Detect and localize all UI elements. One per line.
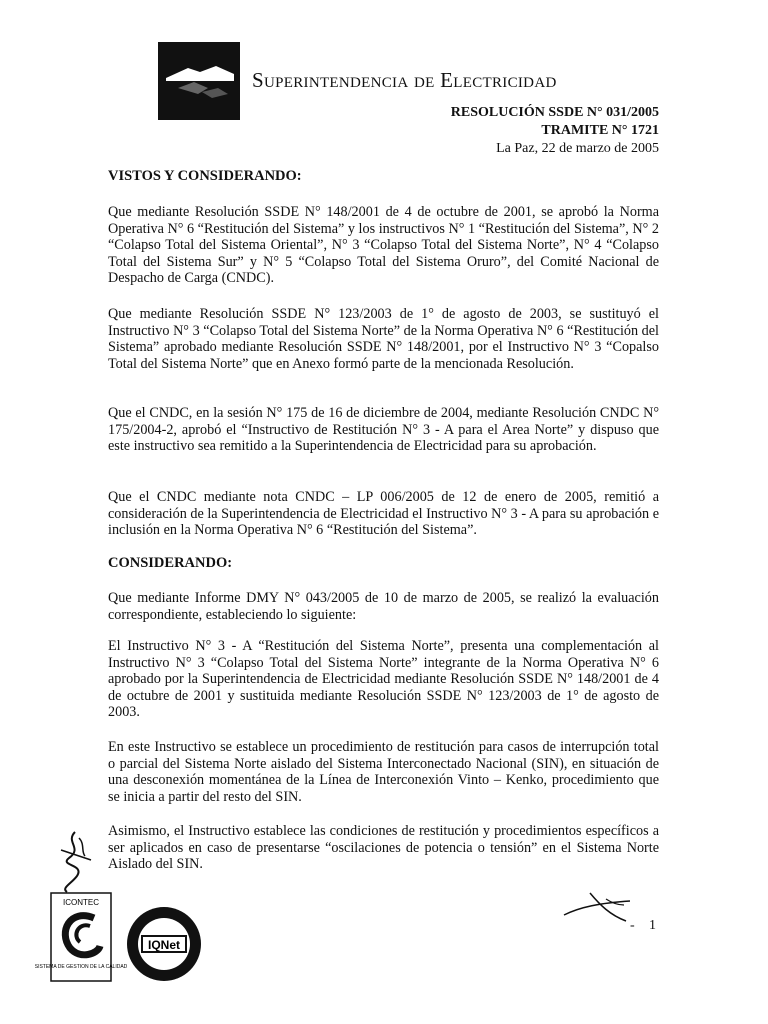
- iqnet-seal: [124, 904, 204, 984]
- considerando-heading: CONSIDERANDO:: [108, 555, 233, 571]
- vistos-heading: VISTOS Y CONSIDERANDO:: [108, 168, 302, 184]
- paragraph-6: El Instructivo N° 3 - A “Restitución del Sistema Norte”, presenta una complementación al Instructivo N° 3 “Colapso Total del Sistema Norte” integrante de la Norma Operativa N° 6 aprobado por la Superintendencia de Electricidad mediante Resolución SSDE N° 148/2001 de 4 de octubre de 2001 y sustituida mediante Resolución SSDE N° 123/2003 de 1° de agosto de 2003.: [108, 638, 659, 721]
- paragraph-1: Que mediante Resolución SSDE N° 148/2001 de 4 de octubre de 2001, se aprobó la Norma Operativa N° 6 “Restitución del Sistema” y los instructivos N° 1 “Restitución del Sistema”, N° 2 “Colapso Total del Sistema Oriental”, N° 3 “Colapso Total del Sistema Norte”, N° 4 “Colapso Total del Sistema Sur” y N° 5 “Colapso Total del Sistema Oruro”, del Comité Nacional de Despacho de Carga (CNDC).: [108, 204, 659, 287]
- page-dash: -: [630, 918, 635, 933]
- signature-left: [55, 830, 97, 894]
- paragraph-8: Asimismo, el Instructivo establece las condiciones de restitución y procedimientos específicos a ser aplicados en caso de presentarse “oscilaciones de potencia o tensión” en el Sistema Norte Aislado del SIN.: [108, 823, 659, 873]
- paragraph-7: En este Instructivo se establece un procedimiento de restitución para casos de interrupción total o parcial del Sistema Norte aislado del Sistema Interconectado Nacional (SIN), en situación de una desconexión momentánea de la Línea de Interconexión Vinto – Kenko, procedimiento que se inicia a partir del resto del SIN.: [108, 739, 659, 805]
- paragraph-5: Que mediante Informe DMY N° 043/2005 de 10 de marzo de 2005, se realizó la evaluación correspondiente, estableciendo lo siguiente:: [108, 590, 659, 623]
- paragraph-4: Que el CNDC mediante nota CNDC – LP 006/2005 de 12 de enero de 2005, remitió a consideración de la Superintendencia de Electricidad el Instructivo N° 3 - A para su aprobación e inclusión en la Norma Operativa N° 6 “Restitución del Sistema”.: [108, 489, 659, 539]
- iqnet-label: IQNet: [147, 938, 181, 952]
- organization-title: Superintendencia de Electricidad: [252, 68, 557, 92]
- resolution-number: RESOLUCIÓN SSDE N° 031/2005: [450, 105, 659, 120]
- place-date: La Paz, 22 de marzo de 2005: [496, 141, 659, 156]
- paragraph-3: Que el CNDC, en la sesión N° 175 de 16 de diciembre de 2004, mediante Resolución CNDC N° 175/2004-2, aprobó el “Instructivo de Restitución N° 3 - A para el Area Norte” y dispuso que este instructivo sea remitido a la Superintendencia de Electricidad para su aprobación.: [108, 405, 659, 455]
- tramite-number: TRAMITE N° 1721: [541, 123, 659, 138]
- seal-top-text: ICONTEC: [63, 898, 99, 907]
- certification-seal: [34, 892, 128, 982]
- superintendencia-logo: [158, 42, 240, 120]
- icontec-seal-icon: [34, 892, 128, 982]
- iqnet-seal-icon: [124, 904, 204, 984]
- reference-block: [451, 104, 659, 158]
- paragraph-2: Que mediante Resolución SSDE N° 123/2003 de 1° de agosto de 2003, se sustituyó el Instructivo N° 3 “Colapso Total del Sistema Norte” de la Norma Operativa N° 6 “Restitución del Sistema” aprobado mediante Resolución SSDE N° 148/2001, por el Instructivo N° 3 “Copalso Total del Sistema Norte” que en Anexo formó parte de la mencionada Resolución.: [108, 306, 659, 372]
- page-number: 1: [649, 918, 656, 933]
- seal-bottom-text: SISTEMA DE GESTION DE LA CALIDAD: [34, 964, 128, 970]
- signature-right: [560, 885, 640, 930]
